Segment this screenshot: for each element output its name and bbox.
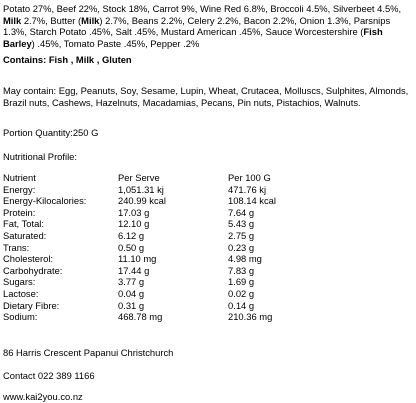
- contact-phone: Contact 022 389 1166: [3, 370, 95, 381]
- allergens-contains: Contains: Fish , Milk , Gluten: [3, 54, 132, 65]
- table-cell: Dietary Fibre:: [3, 299, 60, 311]
- ingredient-allergen: Milk: [81, 14, 100, 26]
- ingredient-text: ) 2.7%, Beans 2.2%, Celery 2.2%, Bacon 2.2%, Onion 1.3%, Parsnips 1.3%, Starch Potato .45%, Salt .45%, Mustard American .45%, Sauce Worcestershire (: [3, 14, 391, 38]
- ingredient-text: ) .45%, Tomato Paste .45%, Pepper .2%: [31, 37, 200, 49]
- table-cell: 1.69 g: [228, 276, 255, 288]
- table-cell: Protein:: [3, 206, 36, 218]
- table-cell: 2.75 g: [228, 229, 255, 241]
- table-cell: Per Serve: [118, 172, 160, 183]
- table-cell: Nutrient: [3, 172, 36, 183]
- table-cell: 5.43 g: [228, 218, 255, 230]
- table-row: [3, 300, 348, 312]
- table-cell: 210.36 mg: [228, 311, 273, 323]
- table-cell: 4.98 mg: [228, 253, 262, 265]
- table-cell: 108.14 kcal: [228, 195, 276, 207]
- table-cell: 17.44 g: [118, 264, 150, 276]
- ingredient-allergen: Fish Barley: [3, 26, 383, 49]
- table-cell: Fat, Total:: [3, 218, 44, 230]
- table-cell: Saturated:: [3, 229, 47, 241]
- table-row: [3, 184, 348, 196]
- table-row: [3, 276, 348, 288]
- ingredient-text: Potato 27%, Beef 22%, Stock 18%, Carrot 9%, Wine Red 6.8%, Broccoli 4.5%, Silverbeet 4.5%,: [3, 3, 402, 14]
- table-row: [3, 288, 348, 300]
- table-cell: 468.78 mg: [118, 311, 163, 323]
- table-row: [3, 253, 348, 265]
- table-cell: 0.50 g: [118, 241, 145, 253]
- table-cell: Lactose:: [3, 287, 39, 299]
- allergens-may-contain: May contain: Egg, Peanuts, Soy, Sesame, Lupin, Wheat, Crutacea, Molluscs, Sulphites, Almonds, Brazil nuts, Cashews, Hazelnuts, Macadamias, Pecans, Pin nuts, Pistachios, Walnuts.: [3, 85, 409, 108]
- table-row: [3, 207, 348, 219]
- table-cell: 12.10 g: [118, 218, 150, 230]
- table-cell: Carbohydrate:: [3, 264, 63, 276]
- table-cell: 0.23 g: [228, 241, 255, 253]
- table-cell: 11.10 mg: [118, 253, 157, 265]
- website-link[interactable]: www.kai2you.co.nz: [3, 391, 83, 402]
- ingredient-text: 2.7%, Butter (: [21, 14, 82, 26]
- nutrition-title: Nutritional Profile:: [3, 151, 77, 162]
- table-cell: Per 100 G: [228, 172, 271, 183]
- ingredients-list: [3, 3, 413, 49]
- table-row: [3, 265, 348, 277]
- ingredient-allergen: Milk: [3, 14, 22, 26]
- table-row: [3, 311, 348, 323]
- table-cell: Trans:: [3, 241, 30, 253]
- table-cell: 471.76 kj: [228, 183, 267, 195]
- table-cell: 0.31 g: [118, 299, 145, 311]
- table-row: [3, 242, 348, 254]
- table-cell: 17.03 g: [118, 206, 150, 218]
- table-cell: 6.12 g: [118, 229, 145, 241]
- table-cell: Cholesterol:: [3, 253, 54, 265]
- table-cell: 3.77 g: [118, 276, 145, 288]
- table-cell: 1,051.31 kj: [118, 183, 164, 195]
- table-cell: 7.83 g: [228, 264, 255, 276]
- table-header-row: [3, 172, 348, 184]
- table-row: [3, 230, 348, 242]
- portion-quantity: Portion Quantity:250 G: [3, 127, 99, 138]
- address: 86 Harris Crescent Papanui Christchurch: [3, 347, 174, 358]
- table-cell: Sugars:: [3, 276, 36, 288]
- table-cell: 7.64 g: [228, 206, 255, 218]
- table-cell: Energy-Kilocalories:: [3, 195, 87, 207]
- table-cell: 0.04 g: [118, 287, 145, 299]
- table-cell: 240.99 kcal: [118, 195, 166, 207]
- table-cell: 0.14 g: [228, 299, 255, 311]
- table-cell: Energy:: [3, 183, 36, 195]
- table-row: [3, 195, 348, 207]
- table-row: [3, 218, 348, 230]
- nutrition-table: [3, 172, 348, 323]
- table-cell: 0.02 g: [228, 287, 255, 299]
- table-cell: Sodium:: [3, 311, 38, 323]
